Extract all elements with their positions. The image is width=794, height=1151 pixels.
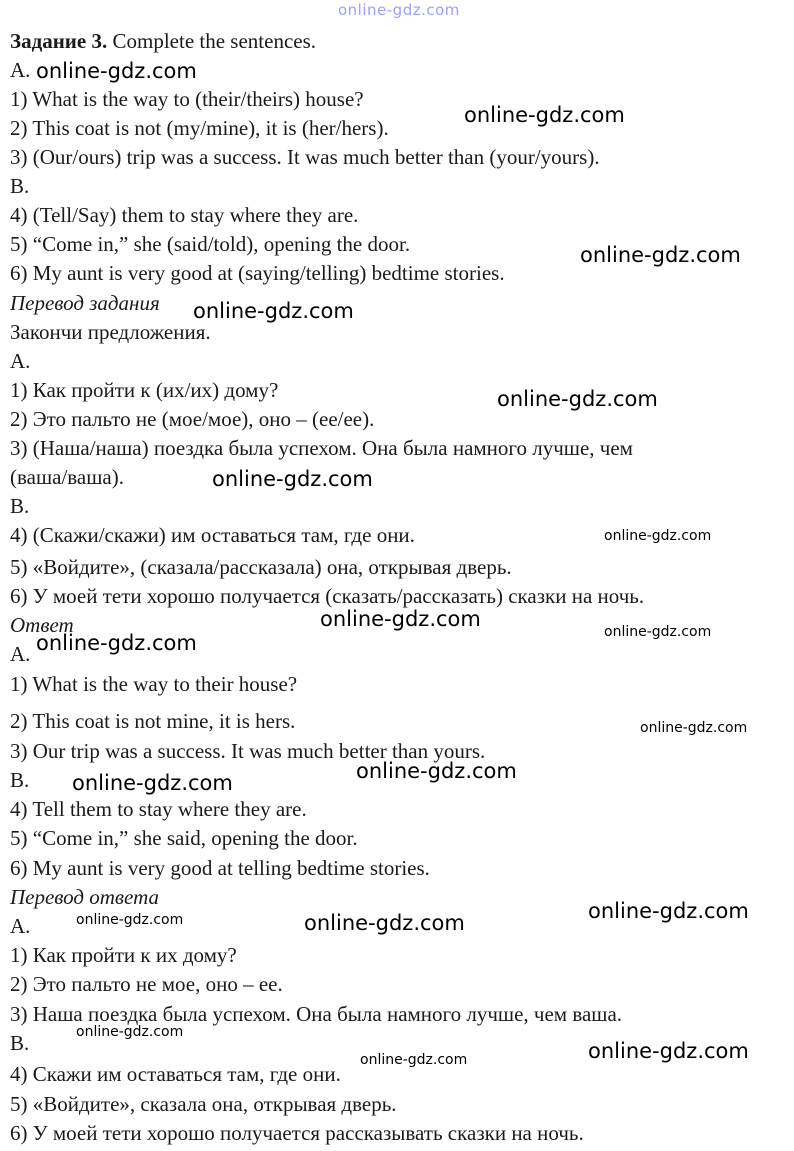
- watermark: online-gdz.com: [72, 771, 233, 795]
- watermark: online-gdz.com: [604, 624, 712, 640]
- answer-item: 2) This coat is not mine, it is hers.: [10, 709, 296, 733]
- watermark: online-gdz.com: [580, 243, 741, 267]
- answer-item: 3) Our trip was a success. It was much better than yours.: [10, 739, 486, 763]
- exercise-item: 4) (Tell/Say) them to stay where they are.: [10, 203, 359, 227]
- translation-item: 5) «Войдите», (сказала/рассказала) она, открывая дверь.: [10, 555, 512, 579]
- watermark: online-gdz.com: [640, 720, 748, 736]
- exercise-item: 6) My aunt is very good at (saying/telling) bedtime stories.: [10, 261, 505, 285]
- watermark: online-gdz.com: [356, 759, 517, 783]
- translation-item: 1) Как пройти к (их/их) дому?: [10, 378, 279, 402]
- translation-item: (ваша/ваша).: [10, 465, 124, 489]
- watermark: online-gdz.com: [304, 911, 465, 935]
- answer-translation-b-heading: B.: [10, 1031, 30, 1055]
- translation-item: 4) (Скажи/скажи) им оставаться там, где они.: [10, 523, 415, 547]
- answer-b-heading: B.: [10, 768, 30, 792]
- exercise-b-heading: B.: [10, 174, 30, 198]
- answer-a-heading: A.: [10, 642, 31, 666]
- watermark: online-gdz.com: [193, 299, 354, 323]
- watermark: online-gdz.com: [360, 1052, 468, 1068]
- watermark: online-gdz.com: [464, 103, 625, 127]
- answer-translation-item: 5) «Войдите», сказала она, открывая дверь.: [10, 1092, 397, 1116]
- task-translation-heading: Перевод задания: [10, 291, 160, 315]
- exercise-item: 5) “Come in,” she (said/told), opening the door.: [10, 232, 411, 256]
- answer-translation-item: 1) Как пройти к их дому?: [10, 943, 237, 967]
- answer-heading: Ответ: [10, 613, 74, 637]
- answer-item: 5) “Come in,” she said, opening the door.: [10, 826, 358, 850]
- exercise-a-heading: A.: [10, 58, 31, 82]
- watermark: online-gdz.com: [320, 607, 481, 631]
- answer-translation-a-heading: A.: [10, 914, 31, 938]
- watermark: online-gdz.com: [588, 899, 749, 923]
- answer-item: 6) My aunt is very good at telling bedtime stories.: [10, 856, 430, 880]
- answer-translation-item: 6) У моей тети хорошо получается рассказывать сказки на ночь.: [10, 1121, 584, 1145]
- translation-item: 6) У моей тети хорошо получается (сказать/рассказать) сказки на ночь.: [10, 584, 645, 608]
- translation-item: 2) Это пальто не (мое/мое), оно – (ее/ее).: [10, 407, 375, 431]
- task-translation-instruction: Закончи предложения.: [10, 320, 211, 344]
- watermark: online-gdz.com: [76, 912, 184, 928]
- exercise-item: 1) What is the way to (their/theirs) house?: [10, 87, 364, 111]
- translation-b-heading: B.: [10, 494, 30, 518]
- watermark: online-gdz.com: [338, 1, 460, 19]
- translation-item: 3) (Наша/наша) поездка была успехом. Она была намного лучше, чем: [10, 436, 633, 460]
- answer-translation-heading: Перевод ответа: [10, 885, 159, 909]
- exercise-item: 3) (Our/ours) trip was a success. It was much better than (your/yours).: [10, 145, 600, 169]
- watermark: online-gdz.com: [36, 59, 197, 83]
- answer-translation-item: 4) Скажи им оставаться там, где они.: [10, 1062, 341, 1086]
- answer-item: 1) What is the way to their house?: [10, 672, 298, 696]
- watermark: online-gdz.com: [497, 387, 658, 411]
- task-instruction: Complete the sentences.: [112, 29, 317, 53]
- task-title: [10, 28, 316, 54]
- answer-item: 4) Tell them to stay where they are.: [10, 797, 307, 821]
- answer-translation-item: 3) Наша поездка была успехом. Она была намного лучше, чем ваша.: [10, 1002, 623, 1026]
- watermark: online-gdz.com: [588, 1039, 749, 1063]
- task-label: Задание 3.: [10, 29, 108, 53]
- watermark: online-gdz.com: [212, 467, 373, 491]
- watermark: online-gdz.com: [604, 528, 712, 544]
- exercise-item: 2) This coat is not (my/mine), it is (her/hers).: [10, 116, 389, 140]
- translation-a-heading: A.: [10, 349, 31, 373]
- answer-translation-item: 2) Это пальто не мое, оно – ее.: [10, 972, 283, 996]
- watermark: online-gdz.com: [76, 1024, 184, 1040]
- watermark: online-gdz.com: [36, 631, 197, 655]
